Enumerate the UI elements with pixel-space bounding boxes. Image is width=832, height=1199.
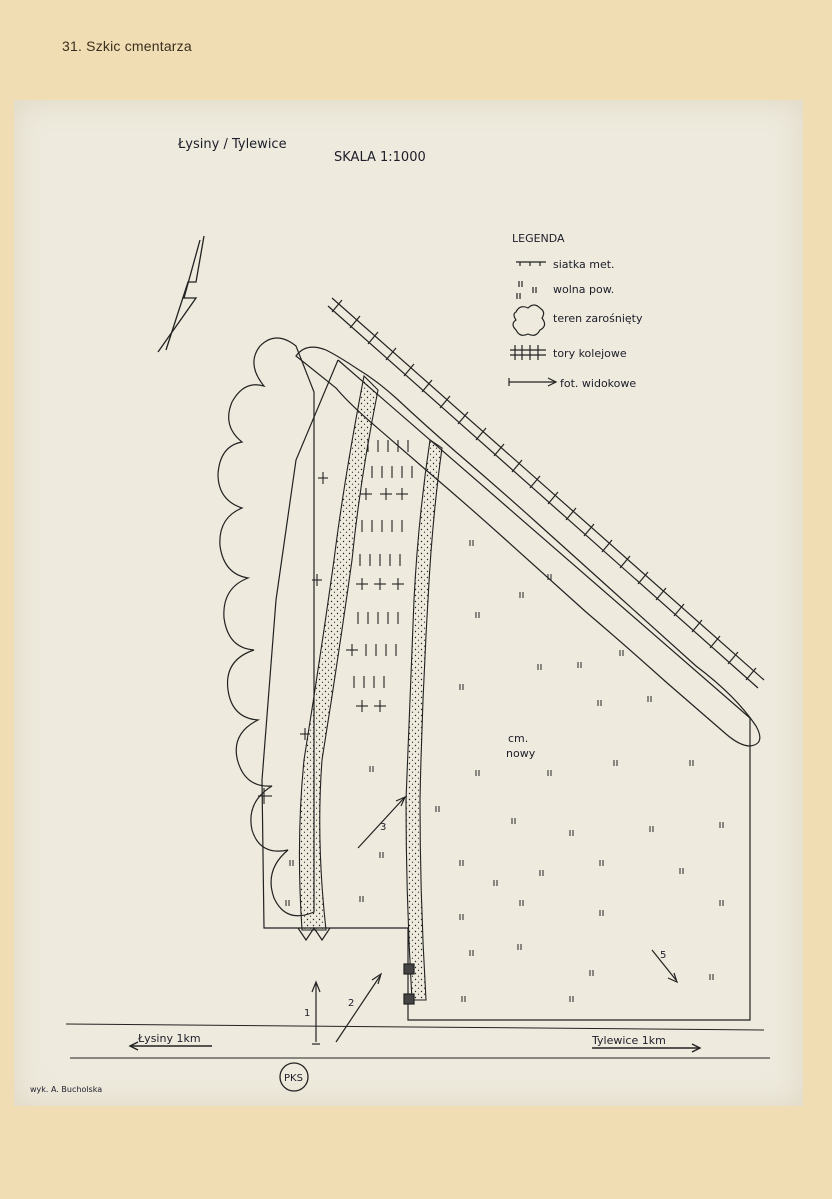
cemetery-label-2: nowy [506,747,536,760]
legend-label-fence: siatka met. [553,258,615,271]
free-area-icon [517,281,536,299]
legend-title: LEGENDA [512,232,565,245]
railway-track [328,298,764,688]
photo-viewpoint-1 [312,982,320,1044]
legend-item-overgrown [513,305,643,335]
legend-item-fence [516,258,615,271]
overgrown-icon [513,305,545,335]
photo-point-1: 1 [304,1008,311,1019]
legend-label-overgrown: teren zarośnięty [553,312,643,325]
photo-arrow-icon [509,378,556,386]
photo-point-2: 2 [348,998,355,1009]
direction-right [591,1034,700,1052]
railway-icon [510,345,546,360]
place-name: Łysiny / Tylewice [178,137,287,152]
legend-label-railway: tory kolejowe [553,347,627,360]
legend-label-photo: fot. widokowe [560,377,637,390]
photo-point-5: 5 [660,950,667,961]
bus-stop [280,1063,308,1091]
legend-item-photo [509,377,636,390]
page-title: 31. Szkic cmentarza [62,38,192,54]
legend-label-free-area: wolna pow. [553,283,615,296]
legend-item-free-area [517,281,614,299]
cemetery-label-1: cm. [508,732,529,745]
legend [509,232,643,390]
direction-left-label: Łysiny 1km [138,1032,201,1045]
direction-right-label: Tylewice 1km [592,1034,666,1047]
path-dotted-right [406,440,442,1000]
north-arrow-icon [158,236,204,352]
direction-left [130,1032,212,1050]
author-credit: wyk. A. Bucholska [30,1085,103,1094]
photo-point-3: 3 [380,822,387,833]
cemetery-boundary [262,360,750,1020]
bus-stop-label: PKS [284,1073,303,1084]
scale-label: SKALA 1:1000 [334,150,426,165]
legend-item-railway [510,345,627,360]
fence-icon [516,262,546,266]
free-area-marks [286,540,723,1002]
photo-viewpoint-2 [336,974,381,1042]
